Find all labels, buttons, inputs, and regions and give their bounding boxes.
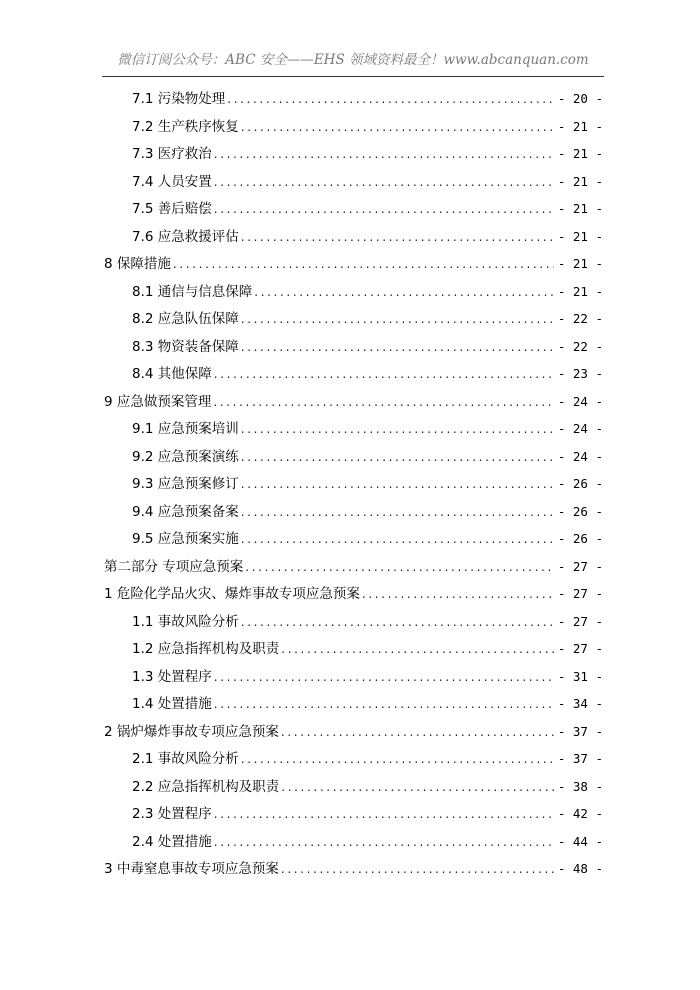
- toc-entry[interactable]: [132, 196, 603, 222]
- toc-entry-title: 2.2 应急指挥机构及职责: [132, 778, 280, 795]
- toc-dot-leader: [281, 636, 554, 662]
- toc-entry[interactable]: [132, 499, 603, 525]
- toc-dot-leader: [227, 86, 554, 112]
- toc-entry[interactable]: [104, 554, 603, 580]
- toc-entry-title: 9.5 应急预案实施: [132, 531, 239, 547]
- toc-entry-title: 2.3 处置程序: [132, 806, 212, 822]
- toc-entry-page-number: - 27 -: [557, 558, 603, 574]
- toc-entry-page-number: - 48 -: [557, 861, 603, 876]
- toc-entry[interactable]: [132, 334, 603, 360]
- toc-entry[interactable]: [132, 471, 603, 497]
- toc-dot-leader: [362, 581, 554, 607]
- toc-entry-title: 7.2 生产秩序恢复: [132, 118, 239, 135]
- toc-dot-leader: [281, 719, 554, 745]
- toc-entry-page-number: - 21 -: [557, 283, 603, 299]
- toc-dot-leader: [241, 306, 554, 332]
- toc-entry-page-number: - 38 -: [557, 778, 603, 794]
- toc-dot-leader: [214, 141, 554, 167]
- toc-entry-page-number: - 34 -: [557, 696, 603, 711]
- toc-entry-page-number: - 24 -: [557, 421, 603, 436]
- toc-dot-leader: [213, 389, 553, 415]
- toc-entry-title: 7.1 污染物处理: [132, 91, 226, 107]
- toc-entry[interactable]: [132, 86, 603, 112]
- toc-entry-page-number: - 21 -: [557, 118, 603, 134]
- toc-entry[interactable]: [132, 224, 603, 250]
- toc-entry-page-number: - 24 -: [557, 393, 603, 409]
- toc-dot-leader: [214, 829, 554, 855]
- toc-entry[interactable]: [132, 774, 603, 800]
- toc-entry-title: 1 危险化学品火灾、爆炸事故专项应急预案: [104, 586, 360, 602]
- toc-entry[interactable]: [132, 664, 603, 690]
- header-divider: [102, 76, 604, 77]
- toc-entry-title: 1.4 处置措施: [132, 696, 212, 712]
- toc-entry-page-number: - 26 -: [557, 503, 603, 519]
- toc-entry-page-number: - 21 -: [557, 173, 603, 189]
- toc-entry[interactable]: [132, 416, 603, 442]
- toc-entry[interactable]: [132, 169, 603, 195]
- toc-entry-title: 7.3 医疗救治: [132, 146, 212, 162]
- toc-entry-page-number: - 27 -: [557, 613, 603, 629]
- toc-dot-leader: [241, 444, 554, 470]
- toc-entry-page-number: - 37 -: [557, 723, 603, 739]
- toc-entry-page-number: - 22 -: [557, 338, 603, 354]
- toc-entry[interactable]: [132, 526, 603, 552]
- toc-entry-title: 8.2 应急队伍保障: [132, 311, 239, 327]
- toc-entry-page-number: - 21 -: [557, 228, 603, 244]
- toc-entry-page-number: - 20 -: [557, 91, 603, 106]
- toc-entry[interactable]: [132, 361, 603, 387]
- toc-entry[interactable]: [132, 306, 603, 332]
- toc-dot-leader: [214, 169, 554, 195]
- toc-entry-title: 9.1 应急预案培训: [132, 421, 239, 437]
- toc-dot-leader: [254, 279, 554, 305]
- toc-entry[interactable]: [132, 279, 603, 305]
- toc-entry-title: 8.4 其他保障: [132, 366, 212, 382]
- page-header: 微信订阅公众号：ABC 安全——EHS 领域资料最全！www.abcanquan.com: [117, 52, 589, 68]
- toc-dot-leader: [214, 361, 554, 387]
- toc-entry-title: 7.6 应急救援评估: [132, 228, 239, 245]
- toc-entry[interactable]: [104, 856, 603, 882]
- toc-entry[interactable]: [132, 636, 603, 662]
- toc-dot-leader: [245, 554, 554, 580]
- toc-dot-leader: [214, 691, 554, 717]
- toc-entry-title: 8.1 通信与信息保障: [132, 283, 253, 300]
- toc-entry-page-number: - 37 -: [557, 751, 603, 766]
- toc-dot-leader: [241, 224, 554, 250]
- toc-entry-page-number: - 27 -: [557, 586, 603, 601]
- toc-dot-leader: [241, 416, 554, 442]
- toc-entry-title: 1.2 应急指挥机构及职责: [132, 641, 280, 657]
- toc-entry[interactable]: [132, 609, 603, 635]
- toc-entry[interactable]: [104, 389, 603, 415]
- toc-entry-page-number: - 26 -: [557, 476, 603, 491]
- toc-dot-leader: [241, 471, 554, 497]
- toc-entry-title: 2.4 处置措施: [132, 833, 212, 850]
- toc-entry-page-number: - 31 -: [557, 668, 603, 684]
- toc-entry[interactable]: [132, 114, 603, 140]
- toc-dot-leader: [214, 664, 554, 690]
- toc-entry-page-number: - 22 -: [557, 311, 603, 326]
- toc-dot-leader: [241, 334, 554, 360]
- toc-dot-leader: [281, 856, 554, 882]
- toc-entry-page-number: - 21 -: [557, 256, 603, 271]
- toc-dot-leader: [241, 526, 554, 552]
- toc-dot-leader: [241, 609, 554, 635]
- toc-entry-title: 7.5 善后赔偿: [132, 201, 212, 217]
- toc-entry-page-number: - 26 -: [557, 531, 603, 546]
- toc-dot-leader: [214, 801, 554, 827]
- toc-entry-title: 1.1 事故风险分析: [132, 613, 239, 630]
- toc-entry-title: 2 锅炉爆炸事故专项应急预案: [104, 723, 279, 740]
- toc-entry[interactable]: [104, 581, 603, 607]
- toc-entry-title: 7.4 人员安置: [132, 173, 212, 190]
- toc-entry[interactable]: [132, 801, 603, 827]
- toc-entry-page-number: - 44 -: [557, 833, 603, 849]
- toc-entry-title: 8.3 物资装备保障: [132, 338, 239, 355]
- toc-entry-page-number: - 23 -: [557, 366, 603, 381]
- toc-dot-leader: [241, 499, 554, 525]
- toc-entry[interactable]: [104, 719, 603, 745]
- toc-entry-title: 9 应急做预案管理: [104, 393, 212, 410]
- toc-entry-title: 8 保障措施: [104, 256, 171, 272]
- toc-entry-page-number: - 21 -: [557, 146, 603, 161]
- toc-dot-leader: [241, 746, 554, 772]
- toc-entry[interactable]: [132, 141, 603, 167]
- toc-entry[interactable]: [104, 251, 603, 277]
- toc-dot-leader: [173, 251, 554, 277]
- toc-entry-title: 9.4 应急预案备案: [132, 503, 239, 520]
- toc-dot-leader: [214, 196, 554, 222]
- toc-entry-page-number: - 27 -: [557, 641, 603, 656]
- toc-entry[interactable]: [132, 691, 603, 717]
- toc-entry[interactable]: [132, 746, 603, 772]
- toc-entry-title: 第二部分 专项应急预案: [104, 558, 244, 575]
- toc-entry-title: 3 中毒窒息事故专项应急预案: [104, 861, 279, 877]
- toc-entry-title: 9.3 应急预案修订: [132, 476, 239, 492]
- toc-entry[interactable]: [132, 829, 603, 855]
- toc-entry-page-number: - 42 -: [557, 806, 603, 821]
- toc-dot-leader: [241, 114, 554, 140]
- toc-entry[interactable]: [132, 444, 603, 470]
- toc-entry-title: 9.2 应急预案演练: [132, 448, 239, 465]
- toc-entry-title: 1.3 处置程序: [132, 668, 212, 685]
- toc-dot-leader: [281, 774, 554, 800]
- toc-entry-page-number: - 21 -: [557, 201, 603, 216]
- toc-entry-page-number: - 24 -: [557, 448, 603, 464]
- toc-entry-title: 2.1 事故风险分析: [132, 751, 239, 767]
